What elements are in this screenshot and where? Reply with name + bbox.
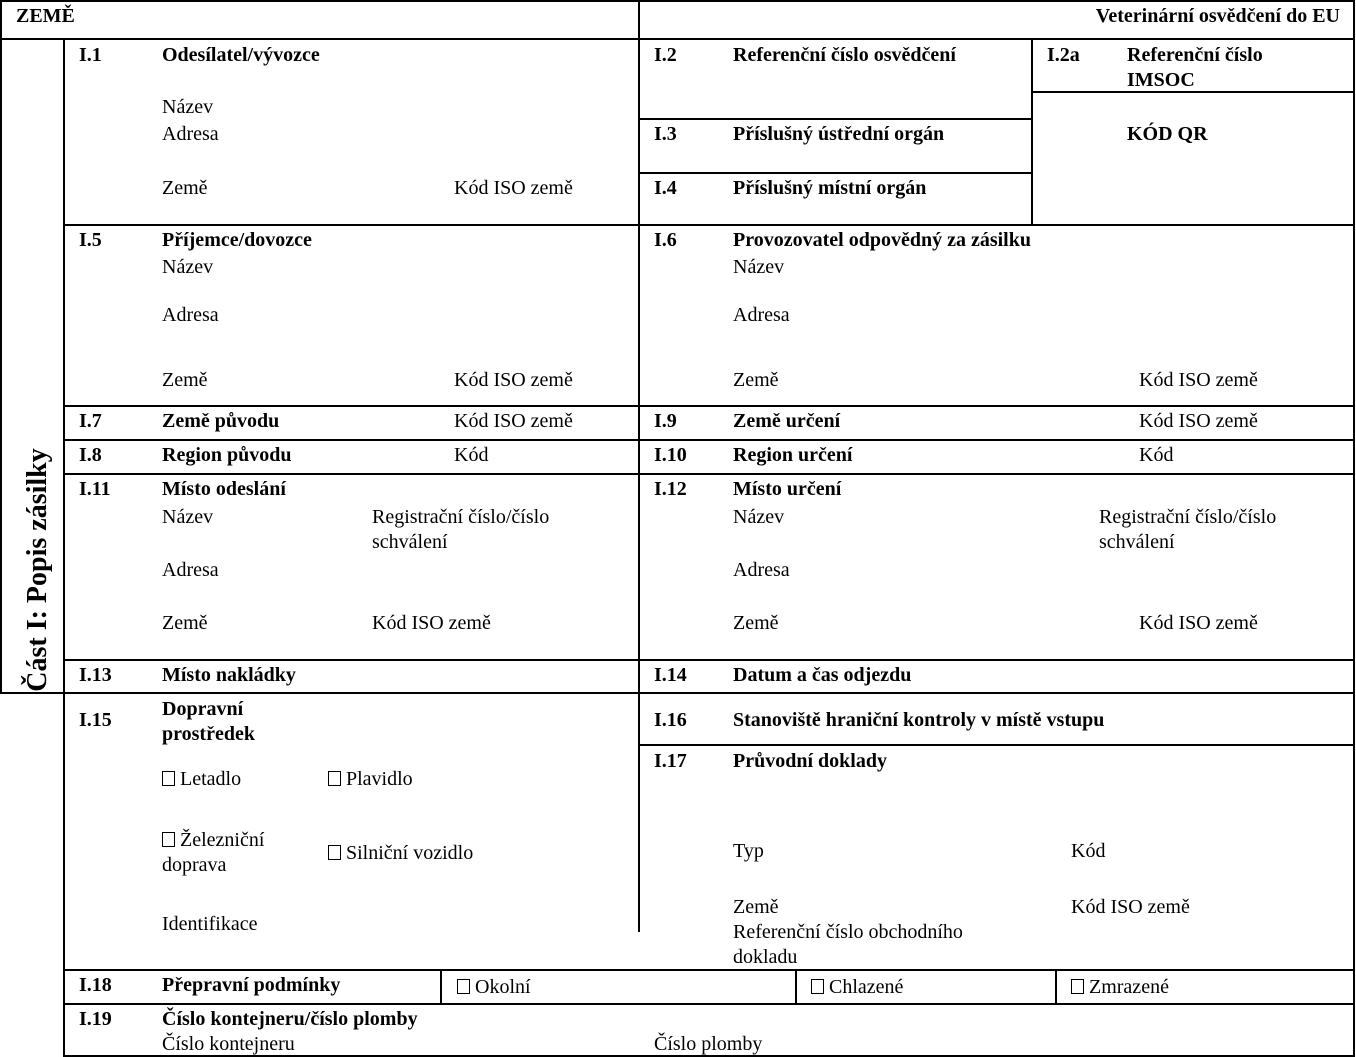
row-i7-top-border [63, 405, 1354, 407]
i11-name-label: Název [162, 506, 214, 528]
i18-number: I.18 [79, 974, 112, 996]
i14-title: Datum a čas odjezdu [733, 664, 912, 686]
i10-number: I.10 [654, 444, 687, 466]
i1-country-label: Země [162, 177, 208, 199]
i12-number: I.12 [654, 478, 687, 500]
row-i5-top-border [63, 224, 1354, 226]
i2a-title-line2: IMSOC [1127, 69, 1195, 91]
i11-registration-label-line2: schválení [372, 531, 448, 553]
i10-title: Region určení [733, 444, 853, 466]
left-border [0, 0, 2, 693]
i15-number: I.15 [79, 709, 112, 731]
i2-bottom-border [638, 118, 1032, 120]
row-i19-top-border [63, 1003, 1354, 1005]
i15-title-line1: Dopravní [162, 698, 244, 720]
checkbox-chilled[interactable] [811, 979, 824, 994]
option-chilled[interactable] [811, 974, 903, 1000]
i17-code-label: Kód [1071, 840, 1106, 862]
i16-number: I.16 [654, 709, 687, 731]
i12-title: Místo určení [733, 478, 842, 500]
i1-iso-label: Kód ISO země [454, 177, 573, 199]
i18-divider-1 [440, 969, 442, 1004]
i1-name-label: Název [162, 96, 214, 118]
i4-title: Příslušný místní orgán [733, 177, 927, 199]
i5-country-label: Země [162, 369, 208, 391]
checkbox-road-vehicle[interactable] [328, 845, 341, 860]
checkbox-aircraft[interactable] [162, 771, 175, 786]
i12-address-label: Adresa [733, 559, 790, 581]
i19-number: I.19 [79, 1008, 112, 1030]
i5-address-label: Adresa [162, 304, 219, 326]
i14-number: I.14 [654, 664, 687, 686]
i15-identification-label: Identifikace [162, 913, 258, 935]
i1-title: Odesílatel/vývozce [162, 44, 320, 66]
option-frozen[interactable] [1071, 974, 1169, 1000]
i13-number: I.13 [79, 664, 112, 686]
i11-country-label: Země [162, 612, 208, 634]
side-label-text: Část I: Popis zásilky [22, 448, 53, 692]
center-divider [638, 0, 640, 932]
i2a-number: I.2a [1047, 44, 1080, 66]
option-vessel[interactable] [328, 766, 413, 792]
i11-iso-label: Kód ISO země [372, 612, 491, 634]
i11-title: Místo odeslání [162, 478, 286, 500]
option-ambient[interactable] [457, 974, 531, 1000]
section-left-border [63, 38, 65, 1057]
i17-ref-label-line1: Referenční číslo obchodního [733, 921, 963, 943]
top-border [0, 0, 1355, 2]
i18-divider-3 [1055, 969, 1057, 1004]
i5-iso-label: Kód ISO země [454, 369, 573, 391]
i6-iso-label: Kód ISO země [1139, 369, 1258, 391]
option-road-vehicle-label: Silniční vozidlo [346, 842, 474, 864]
i17-title: Průvodní doklady [733, 750, 887, 772]
option-rail-label-line1: Železniční [180, 829, 265, 851]
i3-number: I.3 [654, 123, 677, 145]
i17-ref-label-line2: dokladu [733, 946, 798, 968]
i5-name-label: Název [162, 256, 214, 278]
i6-name-label: Název [733, 256, 785, 278]
header-bottom-border [0, 38, 1355, 40]
i7-title: Země původu [162, 410, 280, 432]
i9-title: Země určení [733, 410, 841, 432]
right-border [1353, 0, 1355, 1057]
i12-registration-label-line2: schválení [1099, 531, 1175, 553]
header-title: Veterinární osvědčení do EU [1095, 5, 1340, 27]
i5-title: Příjemce/dovozce [162, 229, 312, 251]
i19-seal-label: Číslo plomby [654, 1033, 763, 1055]
i2a-left-border [1031, 38, 1033, 225]
i7-number: I.7 [79, 410, 102, 432]
i6-country-label: Země [733, 369, 779, 391]
i12-country-label: Země [733, 612, 779, 634]
row-i13-top-border [63, 659, 1354, 661]
i8-title: Region původu [162, 444, 292, 466]
row-i11-top-border [63, 473, 1354, 475]
option-aircraft[interactable] [162, 766, 241, 792]
i6-title: Provozovatel odpovědný za zásilku [733, 229, 1031, 251]
option-chilled-label: Chlazené [829, 976, 904, 998]
i9-number: I.9 [654, 410, 677, 432]
checkbox-rail[interactable] [162, 832, 175, 847]
i5-number: I.5 [79, 229, 102, 251]
side-label-bottom-border [0, 692, 64, 694]
i12-name-label: Název [733, 506, 785, 528]
i11-registration-label-line1: Registrační číslo/číslo [372, 506, 550, 528]
i12-iso-label: Kód ISO země [1139, 612, 1258, 634]
i17-country-label: Země [733, 896, 779, 918]
i19-title: Číslo kontejneru/číslo plomby [162, 1008, 418, 1030]
i3-bottom-border [638, 172, 1032, 174]
option-ambient-label: Okolní [475, 976, 531, 998]
option-rail-label-line2: doprava [162, 854, 227, 876]
checkbox-vessel[interactable] [328, 771, 341, 786]
i17-number: I.17 [654, 750, 687, 772]
option-aircraft-label: Letadlo [180, 768, 242, 790]
i18-divider-2 [795, 969, 797, 1004]
i16-title: Stanoviště hraniční kontroly v místě vstupu [733, 709, 1105, 731]
i2a-title-line1: Referenční číslo [1127, 44, 1263, 66]
row-i18-top-border [63, 969, 1354, 971]
i1-number: I.1 [79, 44, 102, 66]
i12-registration-label-line1: Registrační číslo/číslo [1099, 506, 1277, 528]
checkbox-ambient[interactable] [457, 979, 470, 994]
checkbox-frozen[interactable] [1071, 979, 1084, 994]
option-vessel-label: Plavidlo [346, 768, 413, 790]
i7-iso-label: Kód ISO země [454, 410, 573, 432]
option-road-vehicle[interactable] [328, 840, 473, 866]
i10-code-label: Kód [1139, 444, 1174, 466]
i2-title: Referenční číslo osvědčení [733, 44, 956, 66]
i8-number: I.8 [79, 444, 102, 466]
option-frozen-label: Zmrazené [1089, 976, 1169, 998]
i19-container-label: Číslo kontejneru [162, 1033, 295, 1055]
i13-title: Místo nakládky [162, 664, 296, 686]
i17-type-label: Typ [733, 840, 764, 862]
row-i8-top-border [63, 439, 1354, 441]
option-rail[interactable] [162, 827, 264, 853]
i6-number: I.6 [654, 229, 677, 251]
qr-code-label: KÓD QR [1127, 123, 1208, 145]
i17-iso-label: Kód ISO země [1071, 896, 1190, 918]
header-country: ZEMĚ [16, 5, 75, 27]
i15-title-line2: prostředek [162, 723, 255, 745]
i1-address-label: Adresa [162, 123, 219, 145]
i9-iso-label: Kód ISO země [1139, 410, 1258, 432]
i11-address-label: Adresa [162, 559, 219, 581]
i4-number: I.4 [654, 177, 677, 199]
i18-title: Přepravní podmínky [162, 974, 341, 996]
i16-bottom-border [638, 744, 1354, 746]
i11-number: I.11 [79, 478, 111, 500]
i8-code-label: Kód [454, 444, 489, 466]
i3-title: Příslušný ústřední orgán [733, 123, 945, 145]
i2-number: I.2 [654, 44, 677, 66]
row-i15-top-border [63, 692, 1354, 694]
i6-address-label: Adresa [733, 304, 790, 326]
